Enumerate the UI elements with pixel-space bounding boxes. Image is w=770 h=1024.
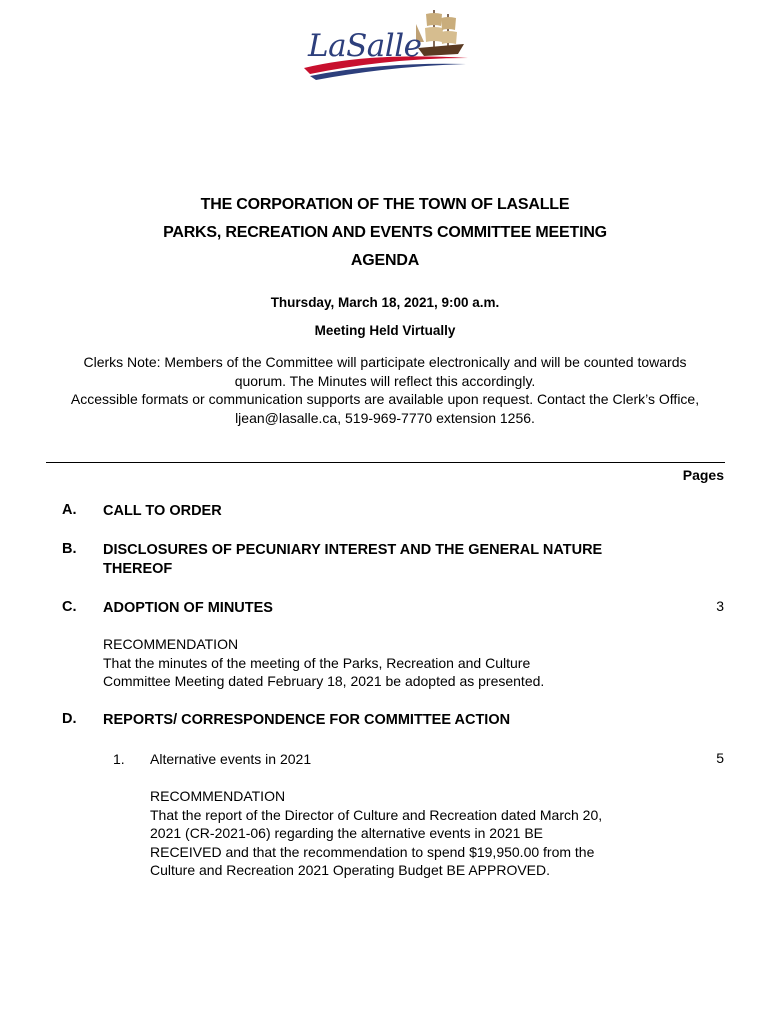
item-c-page: 3 <box>716 598 724 614</box>
item-d-letter: D. <box>62 711 77 727</box>
note-line: Clerks Note: Members of the Committee will participate electronically and will be counted towards <box>83 354 687 370</box>
town-logo <box>300 2 472 80</box>
note-line: ljean@lasalle.ca, 519-969-7770 extension 1256. <box>235 409 535 426</box>
item-c-recommendation <box>103 635 544 691</box>
item-b-title <box>103 541 663 578</box>
item-c-title: ADOPTION OF MINUTES <box>103 600 273 616</box>
item-b-title-line: DISCLOSURES OF PECUNIARY INTEREST AND THE GENERAL NATURE <box>103 542 603 558</box>
item-a-letter: A. <box>62 502 77 518</box>
agenda-header <box>0 191 770 275</box>
item-d-title: REPORTS/ CORRESPONDENCE FOR COMMITTEE ACTION <box>103 712 511 728</box>
recommendation-text: That the minutes of the meeting of the Parks, Recreation and Culture <box>103 654 531 671</box>
recommendation-text: Committee Meeting dated February 18, 2021 be adopted as presented. <box>103 673 545 689</box>
item-b-title-line: THEREOF <box>103 560 173 577</box>
divider <box>46 462 725 463</box>
meeting-info <box>0 289 770 345</box>
recommendation-label: RECOMMENDATION <box>103 636 239 652</box>
item-c-letter: C. <box>62 599 77 615</box>
meeting-location: Meeting Held Virtually <box>314 323 456 338</box>
item-d1-recommendation <box>150 787 602 880</box>
clerks-note <box>40 353 730 427</box>
logo-wordmark: LaSalle <box>308 28 422 64</box>
item-d1-number: 1. <box>113 751 125 767</box>
item-d1-title: Alternative events in 2021 <box>150 751 312 767</box>
agenda-title: AGENDA <box>350 252 420 269</box>
corporation-title: THE CORPORATION OF THE TOWN OF LASALLE <box>200 196 570 213</box>
item-b-letter: B. <box>62 541 77 557</box>
item-a-title: CALL TO ORDER <box>103 503 222 519</box>
recommendation-text: Culture and Recreation 2021 Operating Budget BE APPROVED. <box>150 862 551 878</box>
recommendation-label: RECOMMENDATION <box>150 788 286 804</box>
recommendation-text: 2021 (CR-2021-06) regarding the alternative events in 2021 BE <box>150 825 544 841</box>
note-line: Accessible formats or communication supports are available upon request. Contact the Clerk’s Office, <box>70 391 700 407</box>
recommendation-text: RECEIVED and that the recommendation to spend $19,950.00 from the <box>150 843 595 860</box>
item-d1-page: 5 <box>716 750 724 766</box>
pages-column-header: Pages <box>682 467 724 483</box>
recommendation-text: That the report of the Director of Culture and Recreation dated March 20, <box>150 806 603 823</box>
note-line: quorum. The Minutes will reflect this accordingly. <box>234 372 536 389</box>
committee-title: PARKS, RECREATION AND EVENTS COMMITTEE MEETING <box>163 224 607 241</box>
meeting-date: Thursday, March 18, 2021, 9:00 a.m. <box>270 295 500 310</box>
